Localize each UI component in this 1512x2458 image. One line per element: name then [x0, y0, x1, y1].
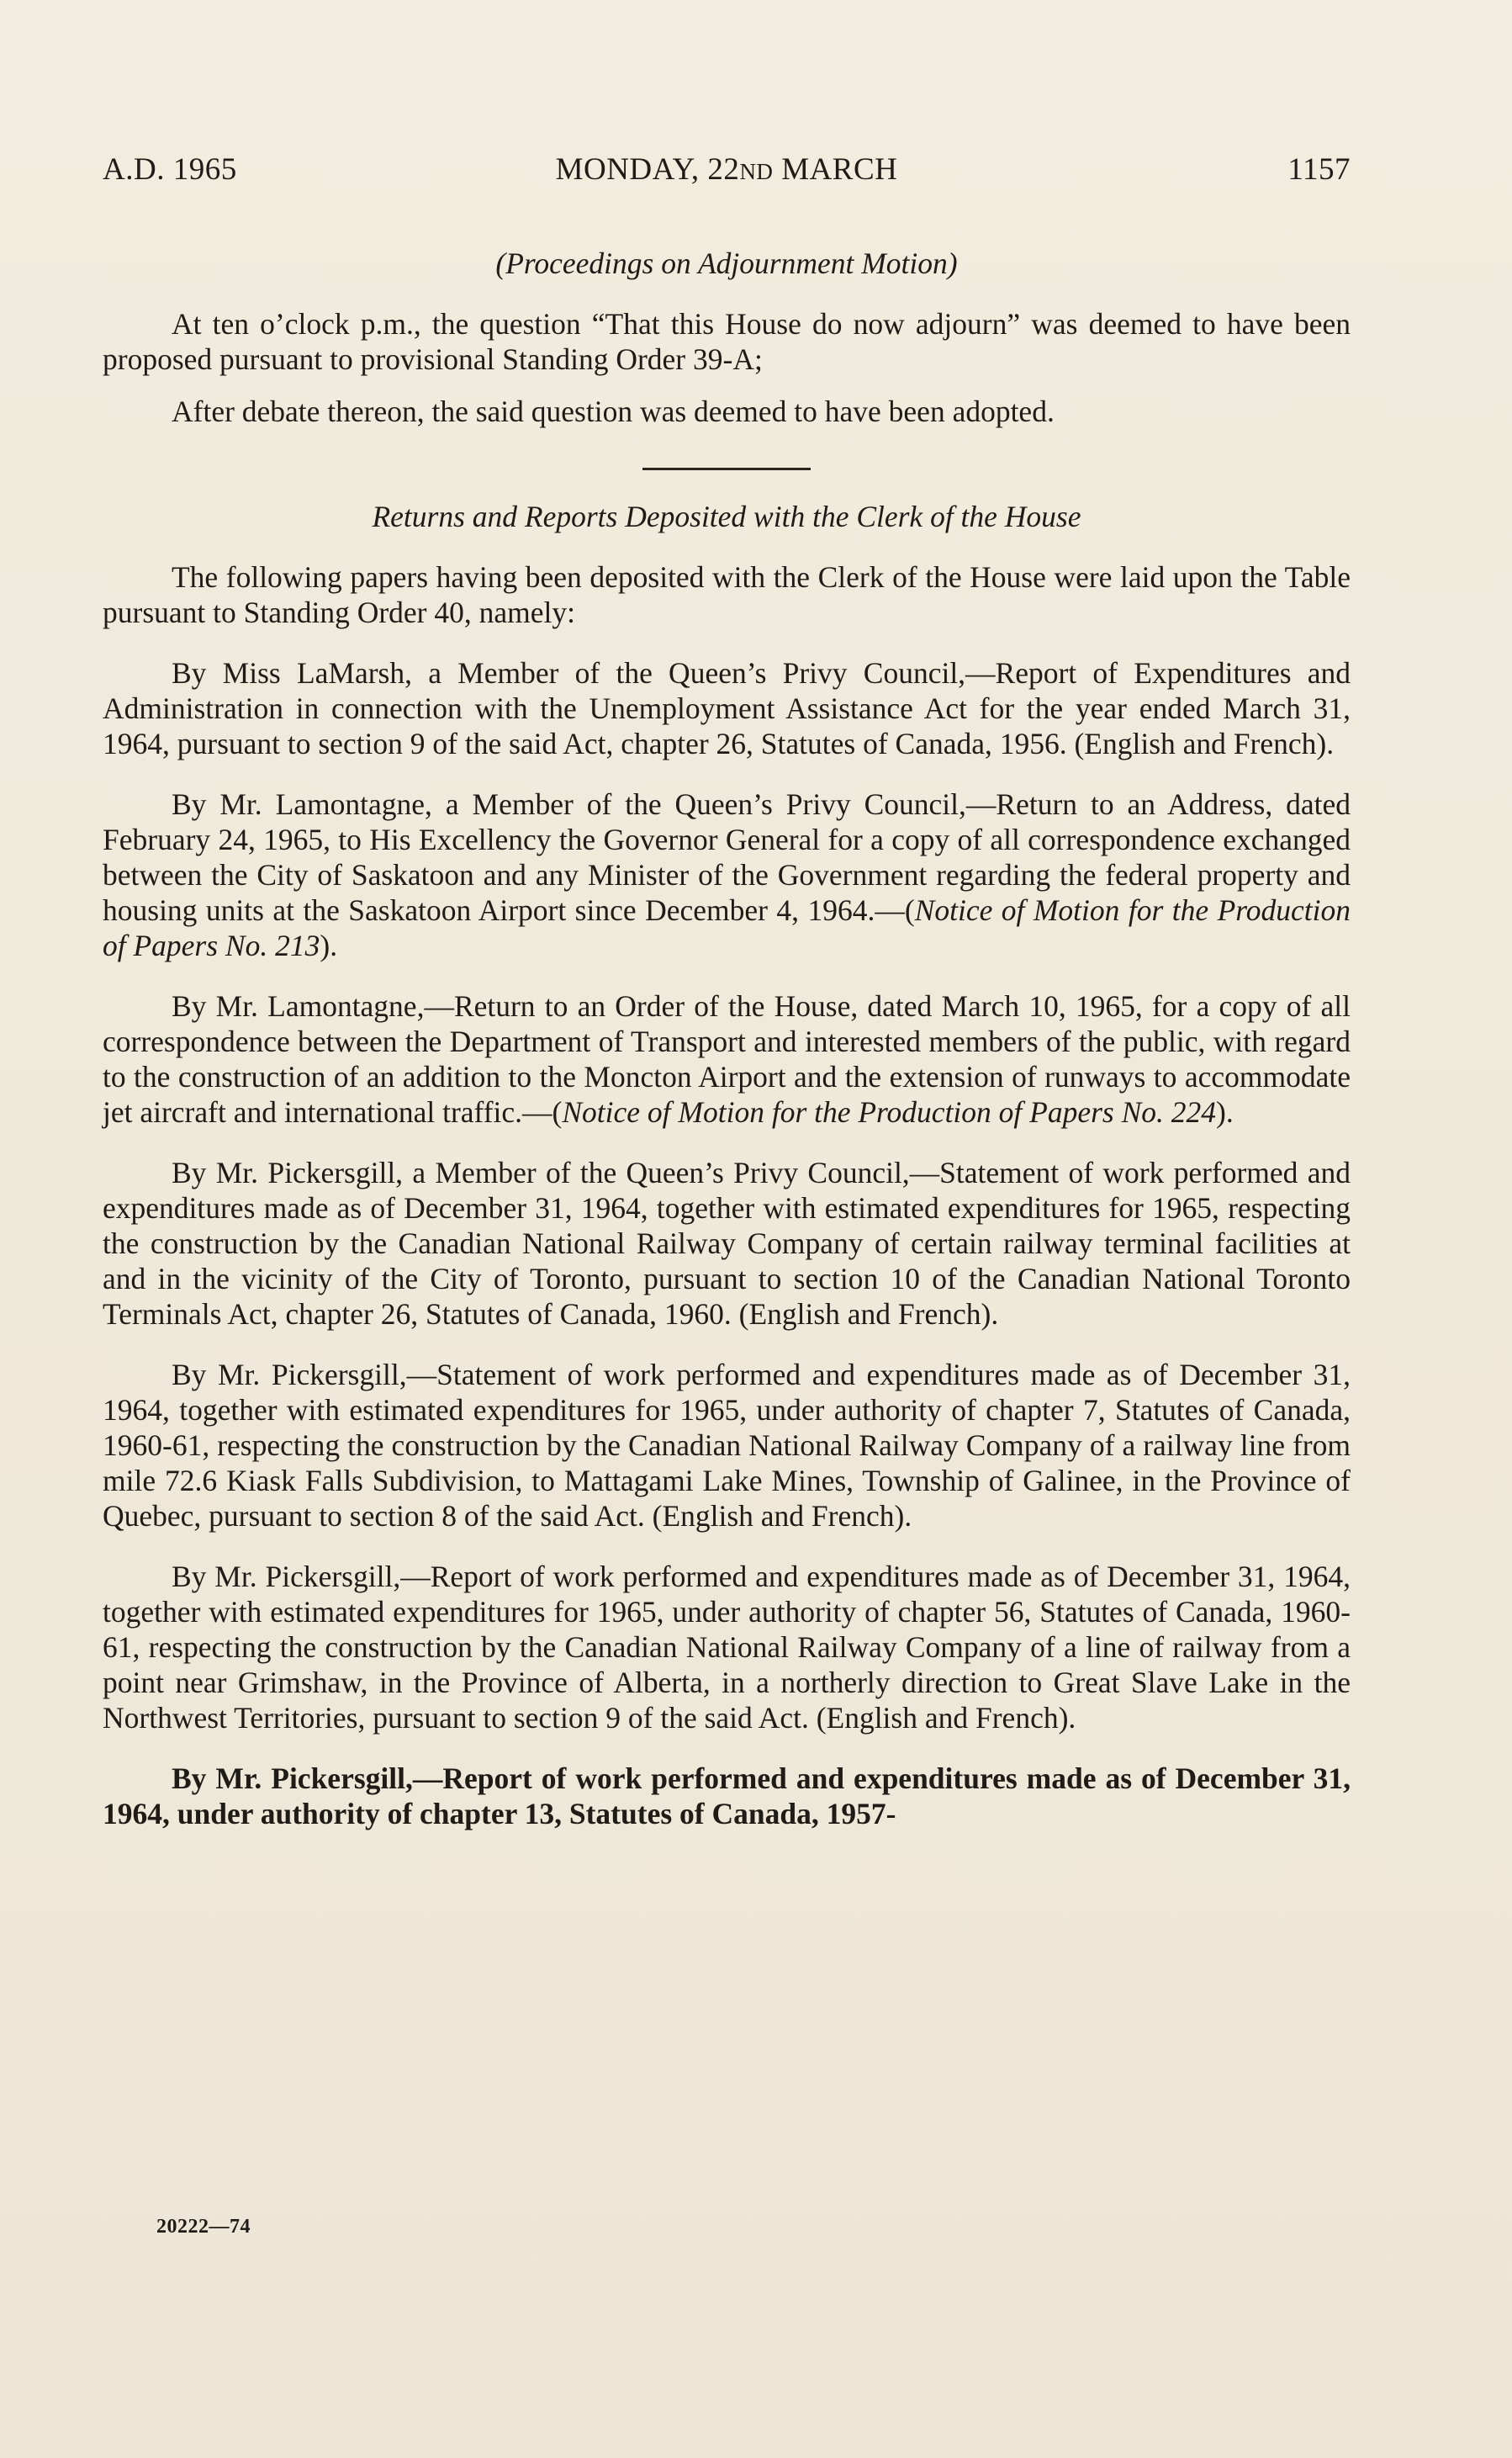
- header-date: [103, 151, 1351, 188]
- page-number: 1157: [1287, 152, 1351, 187]
- return-lamontagne-address-notice: Notice of Motion for the Production of Papers No. 213: [103, 893, 1351, 962]
- returns-intro-paragraph: The following papers having been deposited with the Clerk of the House were laid upon the Table pursuant to Standing Order 40, namely:: [103, 560, 1351, 629]
- header-date-prefix: MONDAY, 22: [555, 152, 740, 187]
- return-pickersgill-continued-paragraph: By Mr. Pickersgill,—Report of work performed and expenditures made as of December 31, 1964, under authority of chapter 13, Statutes of Canada, 1957-: [103, 1761, 1351, 1830]
- adjournment-paragraph: At ten o’clock p.m., the question “That this House do now adjourn” was deemed to have been proposed pursuant to provisional Standing Order 39-A;: [103, 307, 1351, 376]
- header-date-suffix: MARCH: [773, 152, 898, 187]
- return-lamontagne-order-text: By Mr. Lamontagne,—Return to an Order of the House, dated March 10, 1965, for a copy of all correspondence between the Department of Transport and interested members of the public, with regard to the construction of an addition to the Moncton Airport and the extension of runways to accommodate jet aircraft and international traffic.—(: [103, 989, 1351, 1129]
- return-pickersgill-grimshaw-paragraph: By Mr. Pickersgill,—Report of work performed and expenditures made as of December 31, 1964, together with estimated expenditures for 1965, under authority of chapter 56, Statutes of Canada, 1960-61, respecting the construction by the Canadian National Railway Company of a line of railway from a point near Grimshaw, in the Province of Alberta, in a northerly direction to Great Slave Lake in the Northwest Territories, pursuant to section 9 of the said Act. (English and French).: [103, 1560, 1351, 1735]
- header-date-ordinal: ND: [739, 159, 774, 184]
- section-divider: [642, 468, 811, 470]
- adjournment-section-title: (Proceedings on Adjournment Motion): [495, 246, 958, 280]
- header-year: A.D. 1965: [103, 152, 237, 187]
- page-header: [103, 151, 1351, 202]
- return-pickersgill-mattagami-paragraph: By Mr. Pickersgill,—Statement of work performed and expenditures made as of December 31, 1964, together with estimated expenditures for 1965, under authority of chapter 7, Statutes of Canada, 1960-61, respecting the construction by the Canadian National Railway Company of a railway line from mile 72.6 Kiask Falls Subdivision, to Mattagami Lake Mines, Township of Galinee, in the Province of Quebec, pursuant to section 8 of the said Act. (English and French).: [103, 1358, 1351, 1533]
- return-lamontagne-address-text: By Mr. Lamontagne, a Member of the Queen’s Privy Council,—Return to an Address, dated February 24, 1965, to His Excellency the Governor General for a copy of all correspondence exchanged between the City of Saskatoon and any Minister of the Government regarding the federal property and housing units at the Saskatoon Airport since December 4, 1964.—(: [103, 787, 1351, 927]
- return-lamontagne-order-paragraph: [103, 988, 1351, 1130]
- printer-code: 20222—74: [156, 2216, 251, 2238]
- returns-section-title: Returns and Reports Deposited with the Clerk of the House: [372, 500, 1081, 533]
- return-lamarsh-paragraph: By Miss LaMarsh, a Member of the Queen’s Privy Council,—Report of Expenditures and Administration in connection with the Unemployment Assistance Act for the year ended March 31, 1964, pursuant to section 9 of the said Act, chapter 26, Statutes of Canada, 1956. (English and French).: [103, 656, 1351, 760]
- return-lamontagne-address-paragraph: [103, 787, 1351, 963]
- adjournment-result-paragraph: After debate thereon, the said question was deemed to have been adopted.: [172, 395, 1055, 428]
- return-pickersgill-toronto-paragraph: By Mr. Pickersgill, a Member of the Queen’s Privy Council,—Statement of work performed and expenditures made as of December 31, 1964, together with estimated expenditures for 1965, respecting the construction by the Canadian National Railway Company of certain railway terminal facilities at and in the vicinity of the City of Toronto, pursuant to section 10 of the Canadian National Toronto Terminals Act, chapter 26, Statutes of Canada, 1960. (English and French).: [103, 1156, 1351, 1331]
- page-body: [103, 246, 1351, 1831]
- return-lamontagne-order-end: ).: [1216, 1095, 1234, 1129]
- return-lamontagne-order-notice: Notice of Motion for the Production of Papers No. 224: [562, 1095, 1217, 1129]
- return-lamontagne-address-end: ).: [320, 929, 338, 962]
